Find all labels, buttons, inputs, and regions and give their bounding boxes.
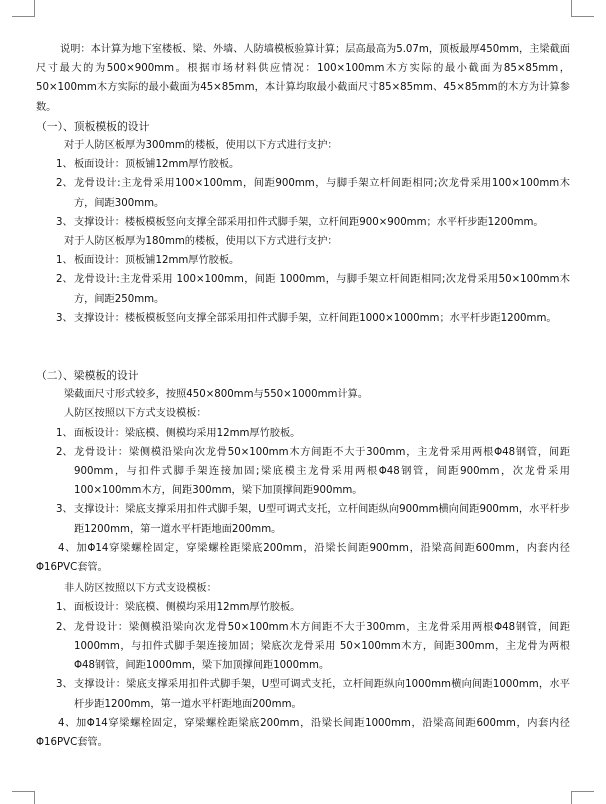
section-1-group-b-lead: 对于人防区板厚为180mm的楼板，使用以下方式进行支护： — [64, 236, 338, 248]
crop-mark-top-right — [571, 0, 594, 17]
list-item: 3、 支撑设计：梁底支撑采用扣件式脚手架，U型可调式支托，立杆间距纵向900mm横向间距900mm，水平杆步距1200mm，第一道水平杆距地面200mm。 — [56, 504, 570, 535]
list-item: 2、 龙骨设计：梁侧模沿梁向次龙骨50×100mm木方间距不大于300mm，主龙骨采用两根Φ48钢管，间距1000mm，与扣件式脚手架连接加固；梁底次龙骨采用 50×100mm木方，间距300mm，主龙骨为两根Φ48钢管，间距1000mm，梁下加顶撑间距1000mm。 — [56, 621, 570, 672]
list-item: 2、 龙骨设计：梁侧模沿梁向次龙骨50×100mm木方间距不大于300mm，主龙骨采用两根Φ48钢管，间距900mm，与扣件式脚手架连接加固;梁底模主龙骨采用两根Φ48钢管，间距900mm，次龙骨采用100×100mm木方，间距300mm，梁下加顶撑间距900mm。 — [56, 446, 570, 497]
list-item: 1、 板面设计：顶板铺12mm厚竹胶板。 — [56, 159, 240, 171]
list-item: 3、 支撑设计：楼板模板竖向支撑全部采用扣件式脚手架，立杆间距900×900mm；水平杆步距1200mm。 — [56, 216, 544, 228]
intro-paragraph: 说明：本计算为地下室楼板、梁、外墙、人防墙模板验算计算；层高最高为5.07m，顶板最厚450mm，主梁截面尺寸最大的为500×900mm。根据市场材料供应情况：100×100mm木方实际的最小截面为85×85mm，50×100mm木方实际的最小截面为45×85mm，本计算均取最小截面尺寸85×85mm、45×85mm的木方为计算参数。 — [36, 44, 570, 113]
list-item: 1、 面板设计：梁底模、侧模均采用12mm厚竹胶板。 — [56, 602, 301, 614]
list-item: 3、 支撑设计：梁底支撑采用扣件式脚手架，U型可调式支托，立杆间距纵向1000mm横向间距1000mm，水平杆步距1200mm，第一道水平杆距地面200mm。 — [56, 679, 570, 710]
section-2-group-b-lead: 非人防区按照以下方式支设模板： — [64, 583, 217, 595]
crop-mark-bottom-right — [571, 791, 594, 804]
section-2-group-a-lead: 人防区按照以下方式支设模板： — [64, 408, 207, 420]
section-1-group-a-lead: 对于人防区板厚为300mm的楼板，使用以下方式进行支护： — [64, 140, 338, 152]
list-item: 4、加Φ14穿梁螺栓固定，穿梁螺栓距梁底200mm，沿梁长间距900mm，沿梁高间距600mm，内套内径Φ16PVC套管。 — [36, 542, 570, 574]
document-body — [36, 40, 570, 752]
list-item: 3、 支撑设计：楼板模板竖向支撑全部采用扣件式脚手架，立杆间距1000×1000mm；水平杆步距1200mm。 — [56, 312, 557, 324]
list-item: 4、加Φ14穿梁螺栓固定，穿梁螺栓距梁底200mm，沿梁长间距1000mm，沿梁高间距600mm，内套内径Φ16PVC套管。 — [36, 717, 570, 748]
section-2-intro: 梁截面尺寸形式较多，按照450×800mm与550×1000mm计算。 — [64, 389, 369, 401]
list-item: 1、 面板设计：梁底模、侧模均采用12mm厚竹胶板。 — [56, 427, 301, 439]
section-1-heading: （一）、顶板模板的设计 — [36, 119, 150, 133]
section-2-heading: （二）、梁模板的设计 — [36, 369, 139, 383]
list-item: 1、 板面设计：顶板铺12mm厚竹胶板。 — [56, 255, 240, 267]
crop-mark-bottom-left — [12, 791, 35, 804]
list-item: 2、 龙骨设计:主龙骨采用 100×100mm，间距 1000mm，与脚手架立杆间距相同;次龙骨采用50×100mm木方，间距250mm。 — [56, 274, 570, 305]
list-item: 2、 龙骨设计:主龙骨采用100×100mm，间距900mm，与脚手架立杆间距相同;次龙骨采用100×100mm木方，间距300mm。 — [56, 178, 570, 209]
crop-mark-top-left — [12, 0, 35, 17]
